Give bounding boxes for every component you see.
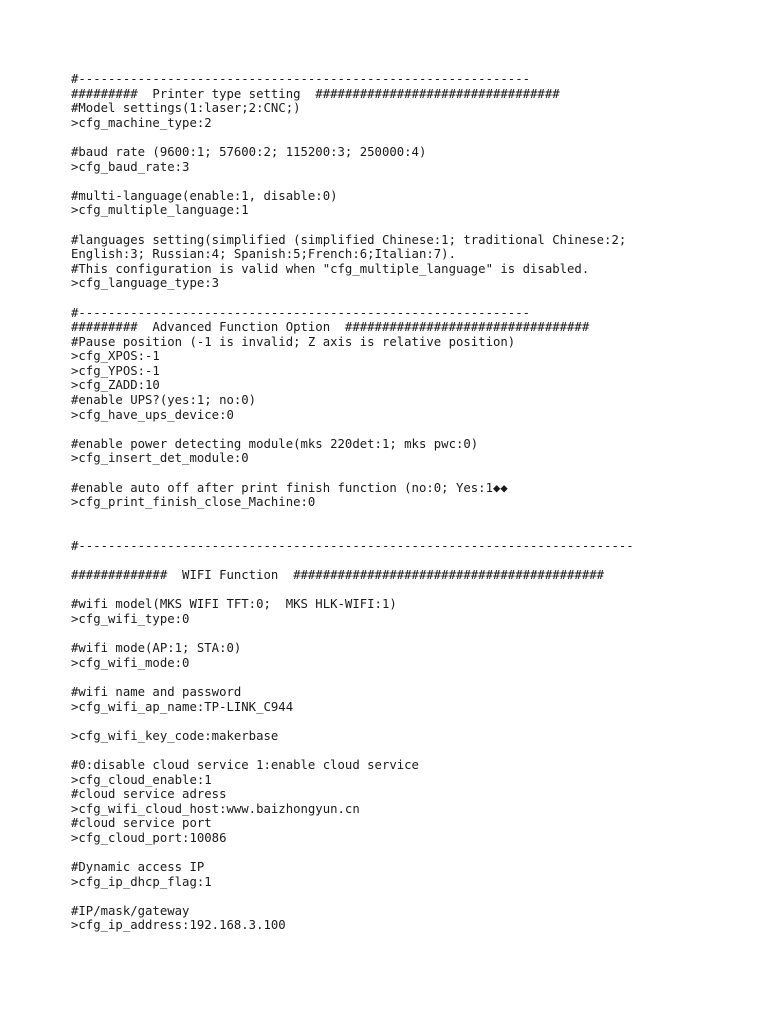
- blank-line: [71, 422, 711, 437]
- config-setting-line: >cfg_print_finish_close_Machine:0: [71, 495, 316, 510]
- config-setting-line: >cfg_ip_address:192.168.3.100: [71, 918, 286, 933]
- config-comment-line: #Pause position (-1 is invalid; Z axis is relative position): [71, 334, 516, 349]
- config-comment-line: #wifi model(MKS WIFI TFT:0; MKS HLK-WIFI:1): [71, 597, 397, 612]
- config-setting-line: >cfg_ip_dhcp_flag:1: [71, 874, 212, 889]
- blank-line: [71, 466, 711, 481]
- config-setting-line: >cfg_wifi_type:0: [71, 611, 190, 626]
- blank-line: [71, 889, 711, 904]
- config-comment-line: #multi-language(enable:1, disable:0): [71, 188, 338, 203]
- blank-line: [71, 554, 711, 569]
- section-divider: #-------------------------------------------------------------: [71, 72, 531, 86]
- config-setting-line: >cfg_ZADD:10: [71, 378, 160, 393]
- config-setting-line: >cfg_have_ups_device:0: [71, 407, 234, 422]
- blank-line: [71, 743, 711, 758]
- blank-line: [71, 670, 711, 685]
- blank-line: [71, 174, 711, 189]
- config-line: English:3; Russian:4; Spanish:5;French:6;Italian:7).: [71, 247, 456, 262]
- section-divider: #---------------------------------------------------------------------------: [71, 539, 634, 553]
- config-setting-line: >cfg_wifi_cloud_host:www.baizhongyun.cn: [71, 801, 360, 816]
- config-comment-line: #enable power detecting module(mks 220det:1; mks pwc:0): [71, 436, 479, 451]
- config-comment-line: #Model settings(1:laser;2:CNC;): [71, 101, 301, 116]
- config-setting-line: >cfg_wifi_key_code:makerbase: [71, 728, 279, 743]
- config-setting-line: >cfg_XPOS:-1: [71, 349, 160, 364]
- config-comment-line: #cloud service port: [71, 816, 212, 831]
- config-setting-line: >cfg_wifi_ap_name:TP-LINK_C944: [71, 699, 294, 714]
- config-comment-line: #enable auto off after print finish function (no:0; Yes:1◆◆: [71, 480, 508, 495]
- blank-line: [71, 291, 711, 306]
- config-comment-line: #languages setting(simplified (simplified Chinese:1; traditional Chinese:2;: [71, 232, 627, 247]
- blank-line: [71, 627, 711, 642]
- config-setting-line: >cfg_multiple_language:1: [71, 203, 249, 218]
- blank-line: [71, 845, 711, 860]
- config-setting-line: >cfg_language_type:3: [71, 276, 220, 291]
- config-comment-line: #IP/mask/gateway: [71, 903, 190, 918]
- config-setting-line: >cfg_wifi_mode:0: [71, 655, 190, 670]
- config-comment-line: #0:disable cloud service 1:enable cloud service: [71, 757, 419, 772]
- section-divider: #-------------------------------------------------------------: [71, 305, 531, 320]
- config-document: [71, 72, 711, 933]
- blank-line: [71, 218, 711, 233]
- config-setting-line: >cfg_insert_det_module:0: [71, 451, 249, 466]
- config-comment-line: #cloud service adress: [71, 787, 227, 802]
- section-heading: ############# WIFI Function ##########################################: [71, 568, 605, 583]
- config-comment-line: #Dynamic access IP: [71, 860, 205, 875]
- config-setting-line: >cfg_cloud_port:10086: [71, 830, 227, 845]
- blank-line: [71, 510, 711, 525]
- config-setting-line: >cfg_YPOS:-1: [71, 363, 160, 378]
- config-setting-line: >cfg_machine_type:2: [71, 115, 212, 130]
- config-comment-line: #enable UPS?(yes:1; no:0): [71, 393, 257, 408]
- blank-line: [71, 130, 711, 145]
- blank-line: [71, 714, 711, 729]
- blank-line: [71, 583, 711, 598]
- config-comment-line: #baud rate (9600:1; 57600:2; 115200:3; 250000:4): [71, 144, 427, 159]
- config-comment-line: #This configuration is valid when "cfg_multiple_language" is disabled.: [71, 261, 590, 276]
- section-heading: ######### Printer type setting #################################: [71, 86, 560, 101]
- blank-line: [71, 524, 711, 539]
- config-setting-line: >cfg_baud_rate:3: [71, 159, 190, 174]
- config-comment-line: #wifi mode(AP:1; STA:0): [71, 641, 242, 656]
- config-setting-line: >cfg_cloud_enable:1: [71, 772, 212, 787]
- section-heading: ######### Advanced Function Option #################################: [71, 320, 590, 335]
- config-comment-line: #wifi name and password: [71, 684, 242, 699]
